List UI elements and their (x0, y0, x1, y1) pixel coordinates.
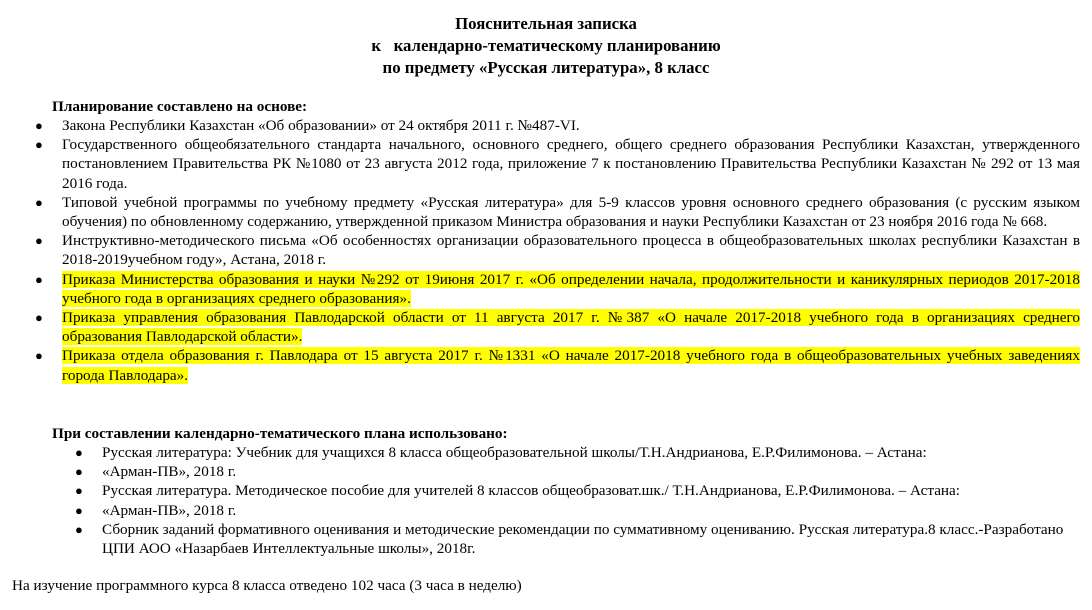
list-item (35, 270, 1080, 308)
list-item-text: «Арман-ПВ», 2018 г. (102, 463, 237, 481)
title-line-3: по предмету «Русская литература», 8 класс (382, 58, 710, 77)
list-item (35, 308, 1080, 346)
basis-heading: Планирование составлено на основе: (52, 98, 308, 115)
title-line-2: к календарно-тематическому планированию (371, 36, 721, 55)
list-item-text: Сборник заданий формативного оценивания и методические рекомендации по суммативному оцениванию. Русская литература.8 класс.-Разработано ЦПИ АОО «Назарбаев Интеллектуальные школы», 2018г. (102, 520, 1064, 558)
title-line-1: Пояснительная записка (455, 14, 637, 33)
list-item (75, 520, 1084, 558)
list-item-text: Русская литература. Методическое пособие для учителей 8 классов общеобразоват.шк./ Т.Н.Андрианова, Е.Р.Филимонова. – Астана: (102, 482, 961, 500)
list-item (75, 481, 1084, 500)
list-item-text: «Арман-ПВ», 2018 г. (102, 501, 237, 519)
list-item (35, 231, 1080, 269)
bullet-icon: ● (75, 464, 83, 480)
list-item-text: Инструктивно-методического письма «Об особенностях организации образовательного процесса в общеобразовательных школах республики Казахстан в 2018-2019учебном году», Астана, 2018 г. (62, 232, 1080, 269)
bullet-icon: ● (35, 348, 43, 364)
list-item-text: Государственного общеобязательного стандарта начального, основного среднего, общего среднего образования Республики Казахстан, утвержденного постановлением Правительства РК №1080 от 23 августа 2012 года, приложение 7 к постановлению Правительства Республики Казахстан № 292 от 13 мая 2016 года. (62, 136, 1080, 192)
bullet-icon: ● (35, 310, 43, 326)
list-item-text: Русская литература: Учебник для учащихся 8 класса общеобразовательной школы/Т.Н.Андрианова, Е.Р.Филимонова. – Астана: (102, 444, 927, 461)
list-item-text: Типовой учебной программы по учебному предмету «Русская литература» для 5-9 классов уровня основного среднего образования (с русским языком обучения) по обновленному содержанию, утвержденной приказом Министра образования и науки Республики Казахстан от 23 ноября 2016 года № 668. (62, 193, 1080, 231)
bullet-icon: ● (35, 118, 43, 133)
sources-list (75, 443, 1084, 558)
basis-list (35, 116, 1080, 385)
bullet-icon: ● (75, 445, 83, 460)
list-item (75, 443, 1084, 462)
list-item (75, 462, 1084, 481)
list-item (35, 135, 1080, 193)
bullet-icon: ● (75, 502, 83, 518)
list-item (75, 501, 1084, 520)
list-item (35, 346, 1080, 384)
bullet-icon: ● (35, 137, 43, 153)
bullet-icon: ● (75, 521, 83, 537)
list-item (35, 116, 1080, 135)
sources-heading: При составлении календарно-тематического плана использовано: (52, 425, 508, 442)
footer-note: На изучение программного курса 8 класса отведено 102 часа (3 часа в неделю) (12, 577, 522, 594)
bullet-icon: ● (35, 194, 43, 210)
list-item-text: Приказа управления образования Павлодарской области от 11 августа 2017 г. №387 «О начале 2017-2018 учебного года в организациях среднего образования Павлодарской области». (62, 309, 1080, 346)
document-title (0, 13, 1092, 79)
bullet-icon: ● (75, 483, 83, 499)
bullet-icon: ● (35, 271, 43, 287)
list-item-text: Закона Республики Казахстан «Об образовании» от 24 октября 2011 г. №487-VI. (62, 117, 580, 134)
bullet-icon: ● (35, 233, 43, 249)
list-item (35, 193, 1080, 231)
list-item-text: Приказа Министерства образования и науки №292 от 19июня 2017 г. «Об определении начала, продолжительности и каникулярных периодов 2017-2018 учебного года в организациях среднего образования». (62, 270, 1080, 307)
list-item-text: Приказа отдела образования г. Павлодара от 15 августа 2017 г. №1331 «О начале 2017-2018 учебного года в общеобразовательных учебных заведениях города Павлодара». (62, 347, 1080, 384)
